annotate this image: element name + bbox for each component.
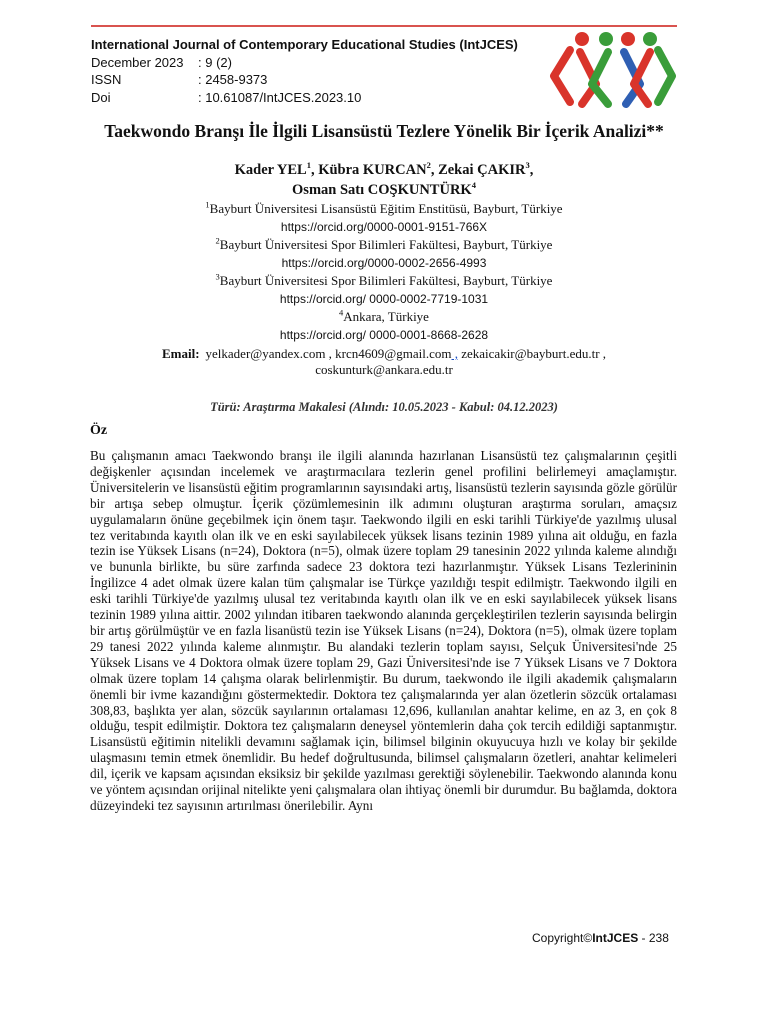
affiliations: [0, 200, 768, 344]
header-rule: [91, 25, 677, 27]
journal-header: [91, 36, 518, 106]
author-name: Zekai ÇAKIR: [438, 162, 526, 178]
email-block: Email: yelkader@yandex.com , krcn4609@gmail.com , zekaicakir@bayburt.edu.tr , coskunturk@ankara.edu.tr: [0, 346, 768, 378]
authors-line-2: Osman Satı COŞKUNTÜRK$^4$: [292, 180, 476, 198]
author-name: Osman Satı COŞKUNTÜRK: [292, 182, 472, 198]
journal-title: International Journal of Contemporary Educational Studies (IntJCES): [91, 37, 518, 52]
affiliation-1: $^1$Bayburt Üniversitesi Lisansüstü Eğitim Enstitüsü, Bayburt, Türkiye: [205, 199, 563, 216]
author-name: Kübra KURCAN: [318, 162, 427, 178]
affiliation-4: $^4$Ankara, Türkiye: [339, 307, 429, 324]
orcid-link-1[interactable]: https://orcid.org/0000-0001-9151-766X: [280, 220, 488, 234]
email-link[interactable]: coskunturk@ankara.edu.tr: [315, 362, 453, 377]
abstract-body: Bu çalışmanın amacı Taekwondo branşı ile ilgili alanında hazırlanan Lisansüstü tez çalışmalarının çeşitli değişkenler açısından incelemek ve araştırmacılara tezlerin genel profilini belirlemeyi amaçlamıştır. Üniversitelerin ve lisansüstü eğitim programlarının sayısındaki artış, lisansüstü tezlerin sayısında gözle görülür bir artışa sebep olmuştur. İçerik çözümlemesinin ilk adımını oluşturan araştırma soruları, amaçsız uygulamaların önüne geçebilmek için önem taşır. Taekwondo ilgili en eski tarihli Türkiye'de yazılmış ulusal tez veritabında kayıtlı olan ilk ve en eski sayılabilecek yüksek lisans tezinin 1989 yılına ait olduğu, en fazla tezin ise Yüksek Lisans (n=24), Doktora (n=5), olmak üzere toplam 29 tanesinin 2022 yılında kaleme alındığı ve bununla birlikte, bu süre zarfında sadece 23 doktora tezi hazırlanmıştır. Yüksek Lisans Tezlerininin İngilizce 4 adet olmak üzere kalan tüm çalışmalar ise Türkçe yazıldığı tespit edilmiştr. Taekwondo ilgili en eski tarihli Türkiye'de yazılmış ulusal tez veritabında kayıtlı olan ilk ve en eski sayılabilecek yüksek lisans tezinin 1989 yılına aittir. 2002 yılından itibaren taekwondo alanında gerçekleştirilen tezlerin sayısında belirgin bir artış görülmüştür ve en fazla lisanüstü tezin ise Yüksek Lisans (n=24), Doktora (n=5), olmak üzere toplam 29 tanesi 2022 yılında kaleme alınmıştır. Bu alandaki tezlerin toplam sayısı, Selçuk Üniversitesi'nde 25 Yüksek Lisans ve 4 Doktora olmak üzere toplam 29, Gazi Üniversitesi'nde ise 7 Yüksek Lisans ve 7 Doktora olmak üzere toplam 14 çalışma olarak belirlenmiştir. Bu durum, taekwondo ile ilgili akademik çalışmaların önemli bir ivme kazandığını göstermektedir. Doktora tez çalışmalarında yer alan özetlerin sözcük ortalaması 308,83, başlıkta yer alan, sözcük sayılarının ortalaması 12,696, kullanılan anahtar kelime, en az 3, en çok 8 olduğu, tespit edilmiştir. Doktora tez çalışmaların deneysel yöntemlerin daha çok tercih edildiği saptanmıştır. Lisansüstü eğitimin nitelikli devamını sağlamak için, bilimsel bilginin okuyucuya hızlı ve kolay bir şekilde ulaşmasını temin etmek önemlidir. Bu hedef doğrultusunda, bilimsel çalışmaların özetleri, anahtar kelimeleri dil, içerik ve kapsam açısından eksiksiz bir şekilde yazılması gerektiği söylenebilir. Taekwondo alanında konu ve yöntem açısından orijinal nitelikte yeni çalışmalara olan ihtiyaç önemli bir durumdur. Bu bağlamda, doktora düzeyindeki tez sayısının artırılması önerilebilir. Aynı: [90, 448, 677, 813]
affiliation-3: $^3$Bayburt Üniversitesi Spor Bilimleri Fakültesi, Bayburt, Türkiye: [215, 271, 553, 288]
orcid-link-4[interactable]: https://orcid.org/ 0000-0001-8668-2628: [279, 328, 489, 342]
issn-row: ISSN : 2458-9373: [91, 72, 268, 87]
abstract-heading: Öz: [90, 423, 108, 438]
email-link[interactable]: zekaicakir@bayburt.edu.tr ,: [457, 346, 607, 361]
doi-row: Doi : 10.61087/IntJCES.2023.10: [91, 89, 362, 105]
page-footer: Copyright©IntJCES - 238: [532, 931, 669, 945]
article-title: Taekwondo Branşı İle İlgili Lisansüstü Tezlere Yönelik Bir İçerik Analizi**: [104, 121, 664, 141]
article-type: Türü: Araştırma Makalesi (Alındı: 10.05.2023 - Kabul: 04.12.2023): [210, 400, 558, 414]
email-label: Email:: [161, 346, 200, 361]
journal-logo: [548, 28, 678, 110]
email-links[interactable]: yelkader@yandex.com , krcn4609@gmail.com: [205, 346, 452, 361]
authors-line-1: Kader YEL$^1$, Kübra KURCAN$^2$, Zekai ÇAKIR$^3$,: [234, 160, 534, 178]
orcid-link-3[interactable]: https://orcid.org/ 0000-0002-7719-1031: [279, 292, 489, 306]
page-number: - 238: [638, 931, 669, 945]
affiliation-2: $^2$Bayburt Üniversitesi Spor Bilimleri Fakültesi, Bayburt, Türkiye: [215, 235, 553, 252]
orcid-link-2[interactable]: https://orcid.org/0000-0002-2656-4993: [281, 256, 487, 270]
issue-row: December 2023 : 9 (2): [91, 54, 232, 70]
author-name: Kader YEL: [234, 162, 307, 178]
author-list: [0, 160, 768, 200]
